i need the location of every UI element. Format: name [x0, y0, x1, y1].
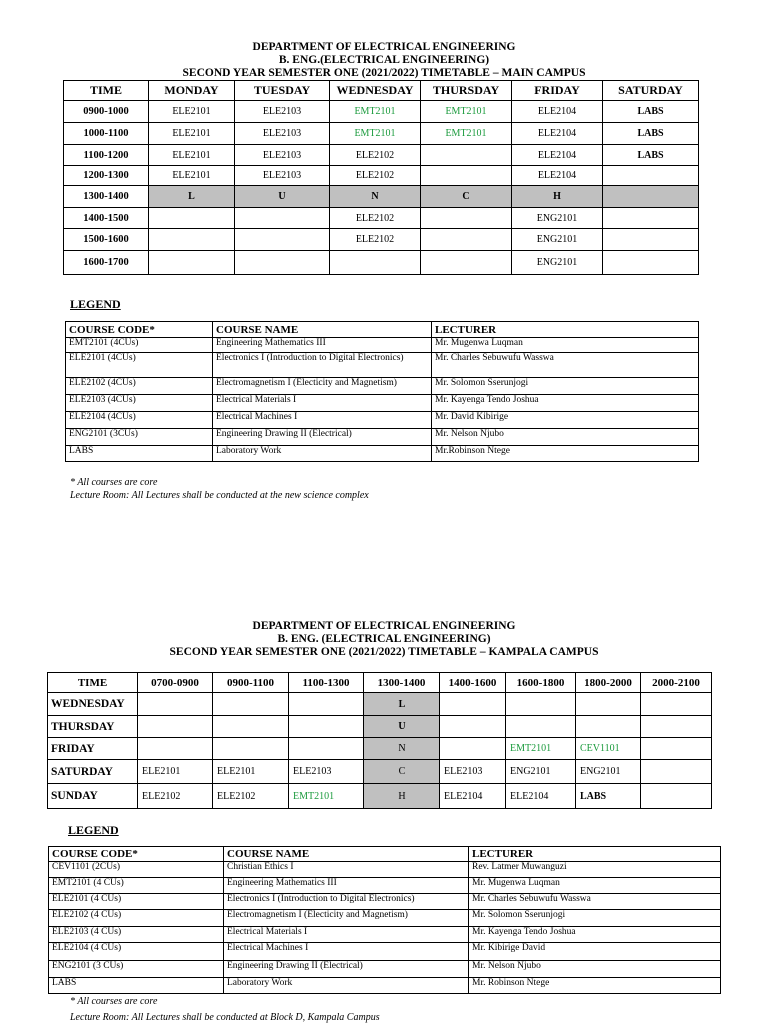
core-courses-note: * All courses are core: [70, 477, 158, 488]
slot-cell: EMT2101: [289, 784, 364, 809]
lecturer: Rev. Latmer Muwanguzi: [469, 862, 721, 878]
column-header: COURSE NAME: [213, 322, 432, 338]
slot-cell: [235, 208, 330, 229]
slot-cell: [421, 145, 512, 166]
slot-cell: EMT2101: [421, 123, 512, 145]
lecturer: Mr. Solomon Sserunjogi: [469, 910, 721, 927]
course-name: Electrical Machines I: [224, 943, 469, 961]
table-row: [48, 693, 712, 716]
slot-cell: ELE2103: [289, 760, 364, 784]
column-header: MONDAY: [149, 81, 235, 101]
table-row: [49, 961, 721, 978]
slot-cell: ENG2101: [512, 208, 603, 229]
lecturer: Mr. Kibirige David: [469, 943, 721, 961]
table-row: [64, 123, 699, 145]
slot-cell: [213, 716, 289, 738]
slot-cell: [506, 693, 576, 716]
slot-cell: [641, 784, 712, 809]
time-cell: 1200-1300: [64, 166, 149, 186]
course-name: Engineering Drawing II (Electrical): [224, 961, 469, 978]
time-cell: 1000-1100: [64, 123, 149, 145]
slot-cell: ENG2101: [512, 229, 603, 251]
slot-cell: LABS: [603, 123, 699, 145]
main-campus-legend-table: [65, 321, 699, 462]
table-row: [49, 862, 721, 878]
slot-cell: ELE2104: [512, 101, 603, 123]
main-campus-header: [0, 41, 768, 80]
column-header: TIME: [64, 81, 149, 101]
slot-cell: ELE2102: [213, 784, 289, 809]
slot-cell: LABS: [576, 784, 641, 809]
slot-cell: ELE2104: [506, 784, 576, 809]
lecturer: Mr.Robinson Ntege: [432, 446, 699, 462]
lunch-cell: U: [235, 186, 330, 208]
lecturer: Mr. Mugenwa Luqman: [432, 338, 699, 353]
day-cell: FRIDAY: [48, 738, 138, 760]
course-name: Electromagnetism I (Electicity and Magnetism): [224, 910, 469, 927]
table-row: [64, 229, 699, 251]
course-name: Engineering Mathematics III: [224, 878, 469, 894]
column-header: 1100-1300: [289, 673, 364, 693]
course-code: LABS: [66, 446, 213, 462]
program-title: B. ENG. (ELECTRICAL ENGINEERING): [277, 633, 491, 645]
slot-cell: [138, 693, 213, 716]
day-cell: SUNDAY: [48, 784, 138, 809]
course-code: ELE2103 (4CUs): [66, 395, 213, 412]
course-name: Electronics I (Introduction to Digital Electronics): [224, 894, 469, 910]
column-header: SATURDAY: [603, 81, 699, 101]
slot-cell: LABS: [603, 101, 699, 123]
lecturer: Mr. Mugenwa Luqman: [469, 878, 721, 894]
slot-cell: [440, 693, 506, 716]
slot-cell: EMT2101: [330, 101, 421, 123]
slot-cell: [149, 229, 235, 251]
table-row: [66, 353, 699, 378]
course-code: ELE2101 (4CUs): [66, 353, 213, 378]
table-row: [66, 338, 699, 353]
course-code: EMT2101 (4 CUs): [49, 878, 224, 894]
table-row: [48, 760, 712, 784]
course-name: Electrical Machines I: [213, 412, 432, 429]
slot-cell: ELE2103: [235, 101, 330, 123]
column-header: 2000-2100: [641, 673, 712, 693]
table-row: [49, 910, 721, 927]
slot-cell: EMT2101: [421, 101, 512, 123]
table-row: [66, 412, 699, 429]
slot-cell: [603, 229, 699, 251]
column-header: 1800-2000: [576, 673, 641, 693]
slot-cell: EMT2101: [506, 738, 576, 760]
slot-cell: ELE2101: [213, 760, 289, 784]
course-code: ELE2104 (4CUs): [66, 412, 213, 429]
course-name: Electronics I (Introduction to Digital Electronics): [213, 353, 432, 378]
table-row: [49, 943, 721, 961]
lunch-cell: H: [364, 784, 440, 809]
column-header: COURSE CODE*: [66, 322, 213, 338]
time-cell: 1500-1600: [64, 229, 149, 251]
slot-cell: [289, 693, 364, 716]
slot-cell: [149, 251, 235, 275]
slot-cell: [138, 738, 213, 760]
slot-cell: [138, 716, 213, 738]
slot-cell: CEV1101: [576, 738, 641, 760]
slot-cell: ELE2101: [149, 101, 235, 123]
lecture-room-note: Lecture Room: All Lectures shall be conducted at the new science complex: [70, 490, 369, 501]
slot-cell: ELE2102: [330, 208, 421, 229]
lunch-cell: U: [364, 716, 440, 738]
slot-cell: [641, 693, 712, 716]
course-code: ELE2103 (4 CUs): [49, 927, 224, 943]
slot-cell: [506, 716, 576, 738]
slot-cell: ELE2102: [330, 145, 421, 166]
time-cell: 1300-1400: [64, 186, 149, 208]
column-header: LECTURER: [432, 322, 699, 338]
lunch-row: [64, 186, 699, 208]
slot-cell: [330, 251, 421, 275]
lecturer: Mr. Nelson Njubo: [469, 961, 721, 978]
lunch-cell: H: [512, 186, 603, 208]
lunch-cell: L: [364, 693, 440, 716]
day-cell: THURSDAY: [48, 716, 138, 738]
slot-cell: ELE2104: [440, 784, 506, 809]
lunch-cell: L: [149, 186, 235, 208]
course-code: ELE2102 (4 CUs): [49, 910, 224, 927]
lunch-cell: N: [330, 186, 421, 208]
slot-cell: ELE2101: [138, 760, 213, 784]
legend-title: LEGEND: [68, 823, 119, 837]
time-cell: 1400-1500: [64, 208, 149, 229]
course-name: Laboratory Work: [224, 978, 469, 994]
lecturer: Mr. Solomon Sserunjogi: [432, 378, 699, 395]
course-code: ELE2104 (4 CUs): [49, 943, 224, 961]
slot-cell: [289, 716, 364, 738]
course-name: Engineering Mathematics III: [213, 338, 432, 353]
column-header: 1600-1800: [506, 673, 576, 693]
department-title: DEPARTMENT OF ELECTRICAL ENGINEERING: [252, 620, 516, 632]
course-code: ELE2102 (4CUs): [66, 378, 213, 395]
column-header: 1400-1600: [440, 673, 506, 693]
column-header: WEDNESDAY: [330, 81, 421, 101]
course-name: Electrical Materials I: [213, 395, 432, 412]
course-name: Laboratory Work: [213, 446, 432, 462]
table-row: [66, 378, 699, 395]
slot-cell: [421, 251, 512, 275]
core-courses-note: * All courses are core: [70, 996, 158, 1007]
column-header: TUESDAY: [235, 81, 330, 101]
course-code: LABS: [49, 978, 224, 994]
table-row: [64, 166, 699, 186]
table-row: [66, 395, 699, 412]
slot-cell: [289, 738, 364, 760]
column-header: COURSE NAME: [224, 847, 469, 862]
table-row: [64, 208, 699, 229]
course-name: Electrical Materials I: [224, 927, 469, 943]
column-header: THURSDAY: [421, 81, 512, 101]
day-cell: SATURDAY: [48, 760, 138, 784]
slot-cell: [576, 716, 641, 738]
slot-cell: [440, 738, 506, 760]
slot-cell: [603, 251, 699, 275]
day-cell: WEDNESDAY: [48, 693, 138, 716]
table-row: [48, 784, 712, 809]
slot-cell: [235, 229, 330, 251]
program-title: B. ENG.(ELECTRICAL ENGINEERING): [278, 54, 490, 66]
slot-cell: ELE2101: [149, 123, 235, 145]
table-row: [66, 446, 699, 462]
slot-cell: ELE2104: [512, 166, 603, 186]
slot-cell: ENG2101: [506, 760, 576, 784]
column-header: TIME: [48, 673, 138, 693]
timetable-title: SECOND YEAR SEMESTER ONE (2021/2022) TIMETABLE – MAIN CAMPUS: [182, 67, 586, 79]
slot-cell: LABS: [603, 145, 699, 166]
slot-cell: [235, 251, 330, 275]
slot-cell: [641, 716, 712, 738]
table-row: [49, 878, 721, 894]
course-code: ENG2101 (3 CUs): [49, 961, 224, 978]
slot-cell: ELE2103: [235, 145, 330, 166]
course-code: CEV1101 (2CUs): [49, 862, 224, 878]
lecturer: Mr. Charles Sebuwufu Wasswa: [432, 353, 699, 378]
slot-cell: EMT2101: [330, 123, 421, 145]
column-header: FRIDAY: [512, 81, 603, 101]
table-row: [49, 927, 721, 943]
slot-cell: ELE2102: [330, 166, 421, 186]
table-row: [64, 101, 699, 123]
slot-cell: ELE2103: [235, 166, 330, 186]
lecturer: Mr. Robinson Ntege: [469, 978, 721, 994]
column-header: 1300-1400: [364, 673, 440, 693]
lunch-cell: N: [364, 738, 440, 760]
table-row: [48, 738, 712, 760]
kampala-campus-legend-table: [48, 846, 721, 994]
table-row: [49, 978, 721, 994]
slot-cell: ELE2101: [149, 166, 235, 186]
slot-cell: ELE2103: [440, 760, 506, 784]
table-row: [64, 251, 699, 275]
lecturer: Mr. Kayenga Tendo Joshua: [469, 927, 721, 943]
column-header: 0900-1100: [213, 673, 289, 693]
legend-header-row: [49, 847, 721, 862]
slot-cell: [213, 693, 289, 716]
table-row: [64, 145, 699, 166]
slot-cell: ENG2101: [512, 251, 603, 275]
timetable-header-row: [48, 673, 712, 693]
lunch-cell: [603, 186, 699, 208]
slot-cell: ENG2101: [576, 760, 641, 784]
slot-cell: [576, 693, 641, 716]
lecturer: Mr. Kayenga Tendo Joshua: [432, 395, 699, 412]
timetable-header-row: [64, 81, 699, 101]
course-code: EMT2101 (4CUs): [66, 338, 213, 353]
slot-cell: [603, 166, 699, 186]
time-cell: 0900-1000: [64, 101, 149, 123]
lecturer: Mr. Nelson Njubo: [432, 429, 699, 446]
main-campus-timetable: [63, 80, 699, 275]
slot-cell: ELE2103: [235, 123, 330, 145]
table-row: [49, 894, 721, 910]
department-title: DEPARTMENT OF ELECTRICAL ENGINEERING: [252, 41, 516, 53]
slot-cell: [149, 208, 235, 229]
column-header: 0700-0900: [138, 673, 213, 693]
legend-header-row: [66, 322, 699, 338]
table-row: [48, 716, 712, 738]
slot-cell: [603, 208, 699, 229]
kampala-campus-timetable: [47, 672, 712, 809]
course-name: Christian Ethics I: [224, 862, 469, 878]
slot-cell: [641, 760, 712, 784]
lunch-cell: C: [421, 186, 512, 208]
slot-cell: [421, 229, 512, 251]
slot-cell: ELE2102: [330, 229, 421, 251]
column-header: LECTURER: [469, 847, 721, 862]
slot-cell: [641, 738, 712, 760]
slot-cell: ELE2104: [512, 123, 603, 145]
slot-cell: ELE2104: [512, 145, 603, 166]
slot-cell: [421, 166, 512, 186]
slot-cell: [213, 738, 289, 760]
kampala-campus-header: [0, 620, 768, 659]
slot-cell: ELE2102: [138, 784, 213, 809]
course-name: Electromagnetism I (Electicity and Magnetism): [213, 378, 432, 395]
course-code: ELE2101 (4 CUs): [49, 894, 224, 910]
timetable-title: SECOND YEAR SEMESTER ONE (2021/2022) TIMETABLE – KAMPALA CAMPUS: [169, 646, 599, 658]
lunch-cell: C: [364, 760, 440, 784]
table-row: [66, 429, 699, 446]
slot-cell: [421, 208, 512, 229]
lecturer: Mr. Charles Sebuwufu Wasswa: [469, 894, 721, 910]
course-code: ENG2101 (3CUs): [66, 429, 213, 446]
course-name: Engineering Drawing II (Electrical): [213, 429, 432, 446]
time-cell: 1600-1700: [64, 251, 149, 275]
column-header: COURSE CODE*: [49, 847, 224, 862]
slot-cell: ELE2101: [149, 145, 235, 166]
slot-cell: [440, 716, 506, 738]
legend-title: LEGEND: [70, 297, 121, 311]
lecturer: Mr. David Kibirige: [432, 412, 699, 429]
lecture-room-note: Lecture Room: All Lectures shall be conducted at Block D, Kampala Campus: [70, 1012, 380, 1023]
time-cell: 1100-1200: [64, 145, 149, 166]
